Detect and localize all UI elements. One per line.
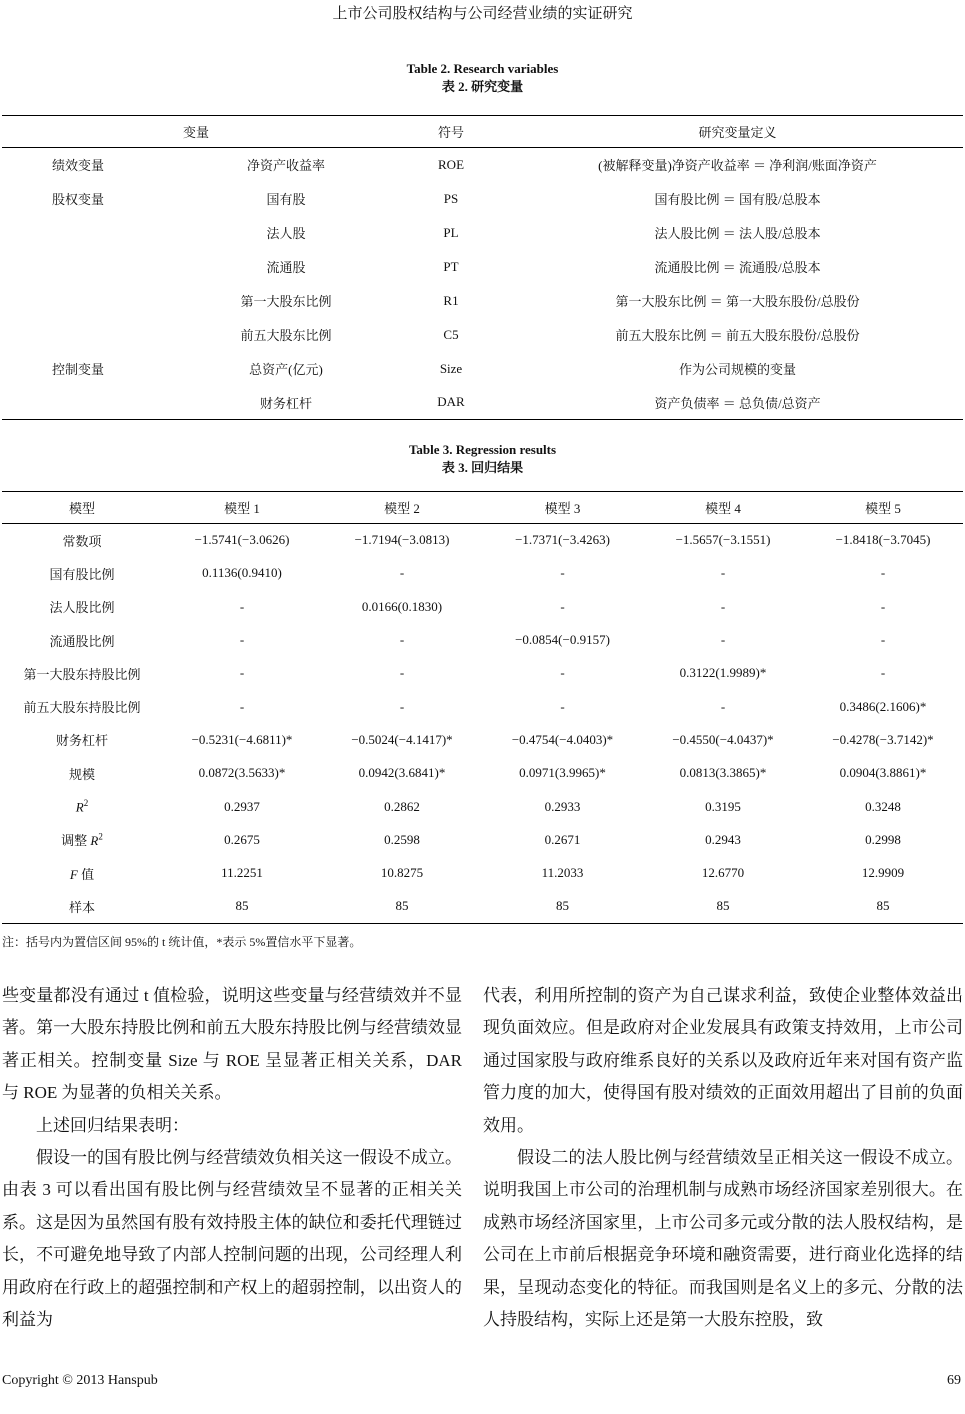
cell-value: −0.5024(−4.1417)* — [351, 731, 453, 747]
cell-value: 12.6770 — [701, 865, 745, 881]
variable-symbol: C5 — [443, 326, 459, 342]
table2-caption-en: Table 2. Research variables — [406, 61, 559, 76]
cell-value: - — [560, 665, 565, 681]
table-row — [2, 250, 963, 284]
variable-definition: 流通股比例 ＝ 流通股/总股本 — [654, 260, 821, 275]
row-label: F 值 — [69, 866, 95, 882]
table-row — [2, 890, 963, 923]
running-header: 上市公司股权结构与公司经营业绩的实证研究 — [332, 6, 633, 22]
paragraph: 假设二的法人股比例与经营绩效呈正相关这一假设不成立。说明我国上市公司的治理机制与成熟市场经济国家差别很大。在成熟市场经济国家里，上市公司多元或分散的法人股权结构，是公司在上市前后根据竞争环境和融资需要，进行商业化选择的结果，呈现动态变化的特征。而我国则是名义上的多元、分散的法人持股结构，实际上还是第一大股东控股，致 — [483, 1148, 963, 1330]
cell-value: 0.2933 — [544, 798, 581, 814]
table-row — [2, 590, 963, 623]
cell-value: - — [720, 698, 726, 714]
copyright: Copyright © 2013 Hanspub — [2, 1373, 158, 1388]
variable-name: 第一大股东比例 — [240, 294, 332, 309]
cell-value: −1.7194(−3.0813) — [354, 532, 450, 548]
variable-name: 财务杠杆 — [260, 395, 313, 411]
table-row — [2, 216, 963, 250]
cell-value: - — [399, 698, 405, 714]
row-label: $R^2$ — [75, 797, 89, 815]
body-right-column — [483, 980, 963, 1336]
table-row — [2, 352, 963, 386]
table-row — [2, 284, 963, 318]
header-col-3: 模型 3 — [544, 501, 581, 516]
variable-definition: 国有股比例 ＝ 国有股/总股本 — [654, 192, 821, 207]
variable-name: 总资产(亿元) — [249, 362, 323, 377]
cell-value: 11.2251 — [221, 865, 263, 881]
cell-value: 0.2671 — [544, 831, 581, 847]
row-label: 国有股比例 — [49, 566, 115, 582]
cell-value: −1.7371(−3.4263) — [515, 532, 610, 548]
cell-value: - — [880, 598, 886, 614]
row-label: 法人股比例 — [49, 600, 115, 616]
table-row — [2, 690, 963, 723]
table3-caption — [0, 441, 965, 477]
cell-value: - — [239, 665, 245, 681]
cell-value: −0.4550(−4.0437)* — [672, 731, 774, 747]
header-col-0: 模型 — [68, 501, 95, 516]
cell-value: 0.2598 — [384, 831, 420, 847]
header-col-4: 模型 4 — [705, 501, 741, 516]
table-research-variables — [2, 115, 963, 420]
paragraph: 上述回归结果表明： — [36, 1115, 189, 1135]
variable-group — [2, 284, 182, 318]
cell-value: 0.3486(2.1606)* — [839, 698, 927, 714]
variable-group: 绩效变量 — [52, 158, 105, 174]
table-row — [2, 757, 963, 790]
table2-caption-zh: 表 2. 研究变量 — [441, 79, 524, 94]
variable-name: 净资产收益率 — [247, 158, 326, 174]
cell-value: - — [720, 632, 726, 648]
variable-group — [2, 318, 182, 352]
variable-name: 国有股 — [266, 192, 306, 207]
cell-value: 10.8275 — [380, 865, 424, 881]
cell-value: −0.5231(−4.6811)* — [191, 731, 293, 747]
cell-value: 0.0166(0.1830) — [361, 598, 443, 614]
paragraph: 假设一的国有股比例与经营绩效负相关这一假设不成立。由表 3 可以看出国有股比例与经营绩效呈不显著的正相关关系。这是因为虽然国有股有效持股主体的缺位和委托代理链过长，不可避免地导致了内部人控制问题的出现，公司经理人利用政府在行政上的超强控制和产权上的超弱控制，以出资人的利益为 — [2, 1148, 462, 1330]
cell-value: - — [239, 598, 245, 614]
header-col-5: 模型 5 — [865, 501, 901, 516]
cell-value: −1.8418(−3.7045) — [835, 532, 931, 548]
cell-value: −0.0854(−0.9157) — [515, 632, 610, 648]
cell-value: - — [239, 632, 245, 648]
table-row — [2, 790, 963, 823]
cell-value: 0.2943 — [705, 831, 741, 847]
variable-group — [2, 216, 182, 250]
row-label: 财务杠杆 — [55, 733, 108, 749]
cell-value: - — [399, 632, 405, 648]
variable-name: 流通股 — [266, 260, 306, 275]
table-row — [2, 386, 963, 420]
variable-name: 法人股 — [266, 226, 306, 241]
paragraph: 代表，利用所控制的资产为自己谋求利益，致使企业整体效益出现负面效应。但是政府对企业发展具有政策支持效用，上市公司通过国家股与政府维系良好的关系以及政府近年来对国有资产监管力度的加大，使得国有股对绩效的正面效用超出了目前的负面效用。 — [483, 986, 963, 1135]
variable-symbol: DAR — [437, 394, 465, 410]
cell-value: 0.0942(3.6841)* — [358, 765, 446, 781]
table-row — [2, 557, 963, 590]
variable-symbol: ROE — [438, 156, 465, 172]
cell-value: - — [880, 565, 886, 581]
cell-value: - — [720, 565, 726, 581]
variable-definition: 作为公司规模的变量 — [679, 362, 797, 377]
page-number: 69 — [947, 1373, 961, 1388]
body-left-column — [2, 980, 462, 1336]
cell-value: - — [399, 565, 405, 581]
table-row — [2, 524, 963, 557]
table3-caption-en: Table 3. Regression results — [408, 442, 557, 457]
row-label: 调整 $R^2$ — [61, 831, 103, 849]
header-symbol: 符号 — [438, 125, 465, 140]
cell-value: - — [720, 598, 726, 614]
cell-value: - — [560, 698, 565, 714]
cell-value: - — [560, 565, 565, 581]
cell-value: - — [560, 598, 565, 614]
row-label: 常数项 — [62, 533, 102, 549]
cell-value: 0.1136(0.9410) — [202, 565, 282, 581]
cell-value: −0.4278(−3.7142)* — [832, 731, 934, 747]
row-label: 规模 — [68, 766, 95, 782]
cell-value: - — [239, 698, 245, 714]
cell-value: - — [399, 665, 405, 681]
cell-value: 0.0813(3.3865)* — [679, 765, 767, 781]
header-col-1: 模型 1 — [224, 501, 260, 516]
header-definition: 研究变量定义 — [698, 125, 777, 140]
cell-value: 0.0971(3.9965)* — [519, 765, 606, 781]
table2-caption — [0, 60, 965, 96]
variable-group: 股权变量 — [52, 192, 105, 207]
cell-value: 85 — [556, 898, 569, 914]
cell-value: 0.3248 — [865, 798, 901, 814]
table3-note: 注：括号内为置信区间 95%的 t 统计值，*表示 5%置信水平下显著。 — [2, 935, 362, 949]
cell-value: 0.3122(1.9989)* — [679, 665, 767, 681]
table-header-row — [2, 116, 963, 148]
row-label: 流通股比例 — [49, 633, 115, 649]
table3-caption-zh: 表 3. 回归结果 — [441, 460, 524, 475]
table-header-row — [2, 492, 963, 524]
cell-value: −1.5741(−3.0626) — [194, 532, 290, 548]
variable-symbol: Size — [439, 360, 463, 376]
table-row — [2, 823, 963, 856]
variable-definition: (被解释变量)净资产收益率 ＝ 净利润/账面净资产 — [598, 158, 877, 174]
variable-definition: 第一大股东比例 ＝ 第一大股东股份/总股份 — [615, 294, 860, 309]
cell-value: 0.2937 — [224, 798, 260, 814]
table-regression-results — [2, 491, 963, 924]
table-row — [2, 723, 963, 756]
table-row — [2, 182, 963, 216]
row-label: 样本 — [68, 899, 95, 915]
variable-definition: 法人股比例 ＝ 法人股/总股本 — [654, 226, 821, 241]
table-row — [2, 318, 963, 352]
cell-value: 0.2862 — [384, 798, 420, 814]
cell-value: 0.0872(3.5633)* — [198, 765, 286, 781]
table-row — [2, 148, 963, 182]
paragraph: 些变量都没有通过 t 值检验，说明这些变量与经营绩效并不显著。第一大股东持股比例和前五大股东持股比例与经营绩效显著正相关。控制变量 Size 与 ROE 呈显著正相关关系，DAR 与 ROE 为显著的负相关关系。 — [2, 986, 462, 1103]
table-row — [2, 657, 963, 690]
cell-value: 0.3195 — [705, 798, 741, 814]
cell-value: 11.2033 — [541, 865, 584, 881]
cell-value: −1.5657(−3.1551) — [675, 532, 771, 548]
cell-value: - — [880, 632, 886, 648]
table-row — [2, 623, 963, 656]
variable-symbol: PS — [443, 190, 459, 206]
variable-group — [2, 386, 182, 420]
header-variable: 变量 — [183, 125, 210, 140]
row-label: 第一大股东持股比例 — [23, 666, 141, 682]
cell-value: 0.0904(3.8861)* — [839, 765, 927, 781]
cell-value: −0.4754(−4.0403)* — [511, 731, 614, 747]
row-label: 前五大股东持股比例 — [23, 700, 141, 716]
variable-definition: 资产负债率 ＝ 总负债/总资产 — [654, 395, 821, 411]
cell-value: 85 — [235, 898, 249, 914]
variable-symbol: R1 — [443, 292, 459, 308]
cell-value: - — [880, 665, 886, 681]
variable-definition: 前五大股东比例 ＝ 前五大股东股份/总股份 — [615, 328, 860, 343]
variable-symbol: PL — [443, 224, 459, 240]
cell-value: 12.9909 — [861, 865, 905, 881]
variable-group — [2, 250, 182, 284]
variable-symbol: PT — [443, 258, 459, 274]
header-col-2: 模型 2 — [384, 501, 420, 516]
cell-value: 85 — [395, 898, 409, 914]
cell-value: 0.2675 — [224, 831, 260, 847]
variable-group: 控制变量 — [52, 362, 105, 377]
cell-value: 85 — [876, 898, 890, 914]
table-row — [2, 856, 963, 889]
variable-name: 前五大股东比例 — [240, 328, 332, 343]
cell-value: 85 — [716, 898, 730, 914]
cell-value: 0.2998 — [865, 831, 901, 847]
